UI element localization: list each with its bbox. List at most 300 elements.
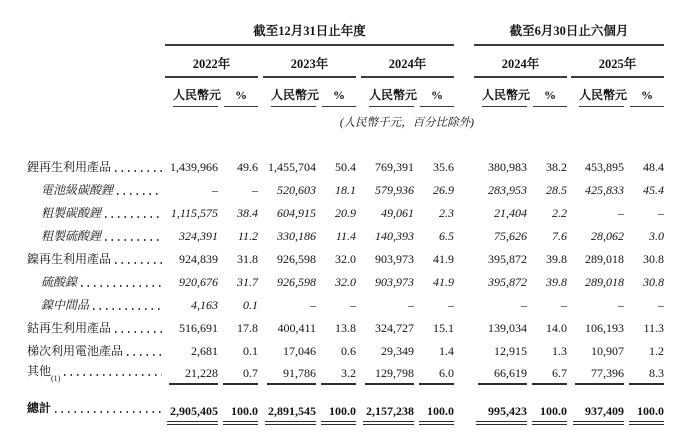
amount-col-header: 人民幣元 <box>271 86 316 107</box>
percent-cell <box>316 339 356 362</box>
amount-cell <box>474 201 527 224</box>
percent-header-cell <box>218 77 258 107</box>
dot-leader <box>93 308 162 310</box>
percent-value: 15.1 <box>433 321 455 335</box>
table-row <box>27 270 664 293</box>
percent-value: 50.4 <box>335 160 356 174</box>
amount-header-cell <box>361 77 418 107</box>
percent-cell <box>218 178 258 201</box>
amount-cell <box>571 316 624 339</box>
percent-value: 31.7 <box>237 275 258 289</box>
percent-value: – <box>561 298 568 312</box>
row-label: 總計 <box>27 401 52 415</box>
amount-cell <box>165 201 218 224</box>
spacer-cell <box>454 45 474 77</box>
amount-cell <box>571 224 624 247</box>
percent-value: 11.4 <box>335 229 356 243</box>
amount-value: 425,833 <box>585 183 625 197</box>
amount-value: 395,872 <box>488 252 528 266</box>
spacer-cell <box>474 107 664 130</box>
percent-value: 2.2 <box>552 206 568 220</box>
percent-cell <box>316 247 356 270</box>
table-row <box>27 224 664 247</box>
percent-cell <box>624 316 664 339</box>
percent-cell <box>218 293 258 316</box>
dot-leader <box>105 216 162 218</box>
percent-value: – <box>350 298 356 312</box>
percent-col-header: % <box>322 88 356 107</box>
label-cell <box>27 247 165 270</box>
amount-cell <box>263 339 316 362</box>
label-cell <box>27 386 165 425</box>
amount-cell <box>474 339 527 362</box>
revenue-breakdown-table <box>27 18 664 425</box>
amount-value: 66,619 <box>478 366 527 385</box>
amount-value: 1,115,575 <box>170 206 218 220</box>
amount-cell <box>263 293 316 316</box>
percent-cell <box>527 178 567 201</box>
amount-value: 903,973 <box>375 275 414 289</box>
percent-cell <box>316 224 356 247</box>
percent-value: 39.8 <box>546 275 568 289</box>
percent-cell <box>624 201 664 224</box>
amount-value: – <box>618 206 625 220</box>
amount-cell <box>165 386 218 425</box>
percent-cell <box>527 293 567 316</box>
percent-col-header: % <box>224 88 258 107</box>
dot-leader <box>81 285 162 287</box>
amount-cell <box>361 155 414 178</box>
amount-cell <box>571 178 624 201</box>
percent-value: 11.3 <box>643 321 665 335</box>
spacer-cell <box>454 339 474 362</box>
amount-value: 2,681 <box>191 344 218 358</box>
percent-value: 38.4 <box>237 206 258 220</box>
amount-value: 21,404 <box>494 206 528 220</box>
amount-cell <box>571 293 624 316</box>
percent-cell <box>624 155 664 178</box>
amount-cell <box>474 386 527 425</box>
amount-cell <box>361 201 414 224</box>
percent-value: 100.0 <box>321 404 356 425</box>
dot-leader <box>64 374 162 376</box>
amount-value: 129,798 <box>365 366 414 385</box>
percent-cell <box>218 155 258 178</box>
percent-cell <box>527 201 567 224</box>
amount-cell <box>263 362 316 386</box>
spacer-cell <box>454 270 474 293</box>
percent-value: 20.9 <box>335 206 356 220</box>
amount-cell <box>571 155 624 178</box>
amount-value: 21,228 <box>169 366 218 385</box>
amount-value: 604,915 <box>277 206 316 220</box>
percent-cell <box>414 247 454 270</box>
amount-value: 579,936 <box>375 183 414 197</box>
spacer-cell <box>454 77 474 107</box>
amount-cell <box>263 270 316 293</box>
table-row <box>27 293 664 316</box>
label-cell <box>27 178 165 201</box>
dot-leader <box>105 239 162 241</box>
percent-value: 49.6 <box>237 160 258 174</box>
table-area <box>27 18 664 425</box>
year-label: 2023年 <box>263 45 356 77</box>
amount-cell <box>165 224 218 247</box>
amount-value: 926,598 <box>277 275 316 289</box>
spacer-cell <box>454 247 474 270</box>
amount-cell <box>263 386 316 425</box>
amount-value: – <box>521 298 528 312</box>
spacer-cell <box>454 18 474 45</box>
percent-value: 1.3 <box>552 344 568 358</box>
percent-value: 1.4 <box>439 344 455 358</box>
period-header-row <box>27 18 664 45</box>
year-label: 2024年 <box>474 45 567 77</box>
year-label: 2025年 <box>571 45 664 77</box>
amount-value: 400,411 <box>277 321 316 335</box>
row-label: 其他 <box>27 364 52 378</box>
amount-value: 769,391 <box>375 160 414 174</box>
percent-value: 18.1 <box>335 183 356 197</box>
units-note: (人民幣千元，百分比除外) <box>339 117 475 129</box>
spacer-cell <box>454 386 474 425</box>
percent-value: 30.8 <box>643 252 665 266</box>
amount-cell <box>361 224 414 247</box>
table-row <box>27 339 664 362</box>
year-label: 2024年 <box>361 45 454 77</box>
label-cell <box>27 270 165 293</box>
label-cell: 其他 (1) <box>27 362 165 386</box>
amount-value: 324,727 <box>375 321 414 335</box>
percent-value: 3.2 <box>321 366 356 385</box>
amount-cell <box>474 178 527 201</box>
percent-cell <box>527 155 567 178</box>
percent-cell <box>316 316 356 339</box>
amount-header-cell <box>474 77 531 107</box>
amount-value: 29,349 <box>381 344 414 358</box>
percent-value: – <box>448 298 455 312</box>
percent-value: 100.0 <box>419 404 454 425</box>
percent-cell <box>414 178 454 201</box>
percent-value: 32.0 <box>335 275 356 289</box>
spacer-cell <box>454 362 474 386</box>
row-label: 鈷再生利用產品 <box>27 321 112 335</box>
percent-value: 41.9 <box>433 275 455 289</box>
spacer-cell <box>27 18 165 45</box>
percent-cell <box>316 270 356 293</box>
percent-value: 100.0 <box>223 404 258 425</box>
amount-cell <box>361 362 414 386</box>
amount-value: 17,046 <box>283 344 316 358</box>
percent-cell <box>414 155 454 178</box>
amount-col-header: 人民幣元 <box>482 86 527 107</box>
percent-cell <box>218 386 258 425</box>
amount-cell <box>571 247 624 270</box>
amount-cell <box>571 339 624 362</box>
percent-cell <box>414 270 454 293</box>
percent-value: 100.0 <box>532 404 567 425</box>
percent-cell <box>414 386 454 425</box>
amount-cell <box>361 386 414 425</box>
spacer-cell <box>27 77 165 107</box>
row-label: 鎳中間品 <box>41 298 90 312</box>
amount-cell <box>571 362 624 386</box>
percent-value: 100.0 <box>629 404 664 425</box>
percent-cell <box>624 178 664 201</box>
spacer-cell <box>454 178 474 201</box>
percent-value: 30.8 <box>643 275 665 289</box>
amount-value: 520,603 <box>277 183 316 197</box>
amount-col-header: 人民幣元 <box>579 86 624 107</box>
percent-cell <box>218 316 258 339</box>
percent-cell <box>218 247 258 270</box>
amount-value: 380,983 <box>488 160 528 174</box>
amount-cell <box>474 362 527 386</box>
spacer-cell <box>454 224 474 247</box>
percent-header-cell <box>316 77 356 107</box>
amount-value: 2,157,238 <box>363 404 414 425</box>
row-label: 鎳再生利用產品 <box>27 252 112 266</box>
percent-cell <box>527 224 567 247</box>
percent-value: – <box>658 206 665 220</box>
spacer-cell <box>27 45 165 77</box>
amount-value: 289,018 <box>585 252 625 266</box>
amount-value: 289,018 <box>585 275 625 289</box>
table-row <box>27 386 664 425</box>
amount-cell <box>361 270 414 293</box>
amount-cell <box>165 293 218 316</box>
amount-value: 4,163 <box>191 298 218 312</box>
percent-value: 31.8 <box>237 252 258 266</box>
percent-value: 14.0 <box>546 321 568 335</box>
note-row <box>27 107 664 130</box>
unit-header-row <box>27 77 664 107</box>
percent-cell <box>316 362 356 386</box>
amount-value: 2,905,405 <box>167 404 218 425</box>
percent-value: 7.6 <box>552 229 568 243</box>
percent-value: 3.0 <box>649 229 665 243</box>
amount-value: 926,598 <box>277 252 316 266</box>
row-label: 電池級碳酸鋰 <box>41 183 114 197</box>
amount-header-cell <box>165 77 222 107</box>
row-label: 硫酸鎳 <box>41 275 78 289</box>
amount-value: 937,409 <box>573 404 624 425</box>
amount-cell <box>165 339 218 362</box>
percent-cell <box>218 339 258 362</box>
year-label: 2022年 <box>165 45 258 77</box>
amount-cell <box>361 178 414 201</box>
percent-value: 39.8 <box>546 252 568 266</box>
amount-cell <box>474 293 527 316</box>
amount-cell <box>165 270 218 293</box>
table-row <box>27 247 664 270</box>
amount-cell <box>474 155 527 178</box>
amount-value: 324,391 <box>179 229 218 243</box>
amount-value: 283,953 <box>488 183 528 197</box>
amount-cell <box>571 270 624 293</box>
percent-value: 17.8 <box>237 321 258 335</box>
percent-cell <box>414 362 454 386</box>
percent-header-cell <box>624 77 664 107</box>
label-cell <box>27 224 165 247</box>
amount-value: – <box>310 298 316 312</box>
percent-cell <box>527 247 567 270</box>
percent-cell <box>218 224 258 247</box>
spacer-cell <box>454 293 474 316</box>
amount-col-header: 人民幣元 <box>173 86 218 107</box>
table-row <box>27 155 664 178</box>
row-label: 粗製硫酸鋰 <box>41 229 102 243</box>
dot-leader <box>55 411 162 413</box>
amount-cell <box>165 362 218 386</box>
percent-cell <box>624 224 664 247</box>
percent-value: 26.9 <box>433 183 455 197</box>
percent-cell <box>316 178 356 201</box>
percent-col-header: % <box>533 88 567 107</box>
amount-cell <box>263 178 316 201</box>
percent-cell <box>316 155 356 178</box>
percent-value: 2.3 <box>439 206 455 220</box>
period-title-annual: 截至12月31日止年度 <box>165 18 454 45</box>
percent-cell <box>624 386 664 425</box>
amount-cell <box>263 201 316 224</box>
percent-value: 35.6 <box>433 160 455 174</box>
percent-cell <box>316 201 356 224</box>
amount-value: 920,676 <box>179 275 218 289</box>
percent-cell <box>414 224 454 247</box>
table-row <box>27 201 664 224</box>
percent-value: 0.7 <box>223 366 258 385</box>
amount-value: – <box>212 183 218 197</box>
percent-value: 32.0 <box>335 252 356 266</box>
amount-value: 1,455,704 <box>268 160 316 174</box>
spacer-cell <box>454 201 474 224</box>
amount-cell <box>361 339 414 362</box>
amount-cell <box>165 316 218 339</box>
amount-cell <box>474 247 527 270</box>
percent-cell <box>527 270 567 293</box>
percent-value: 6.7 <box>532 366 567 385</box>
percent-value: – <box>252 183 258 197</box>
percent-value: 0.6 <box>341 344 356 358</box>
amount-value: 106,193 <box>585 321 625 335</box>
percent-cell <box>527 386 567 425</box>
percent-cell <box>624 247 664 270</box>
percent-cell <box>624 293 664 316</box>
percent-cell <box>527 316 567 339</box>
percent-value: 13.8 <box>335 321 356 335</box>
row-label: 鋰再生利用產品 <box>27 160 112 174</box>
amount-value: 2,891,545 <box>265 404 316 425</box>
percent-value: 11.2 <box>237 229 258 243</box>
table-row <box>27 178 664 201</box>
amount-cell <box>571 386 624 425</box>
percent-col-header: % <box>630 88 664 107</box>
percent-cell <box>624 270 664 293</box>
amount-value: 28,062 <box>591 229 625 243</box>
percent-cell <box>527 362 567 386</box>
row-label: 梯次利用電池產品 <box>27 344 124 358</box>
amount-value: 75,626 <box>494 229 528 243</box>
amount-cell <box>263 155 316 178</box>
year-header-row <box>27 45 664 77</box>
table-row <box>27 316 664 339</box>
amount-cell <box>263 316 316 339</box>
amount-value: 453,895 <box>585 160 625 174</box>
percent-cell <box>624 339 664 362</box>
percent-value: 6.5 <box>439 229 455 243</box>
percent-value: 0.1 <box>243 298 258 312</box>
amount-cell <box>263 224 316 247</box>
amount-cell <box>474 270 527 293</box>
amount-value: 1,439,966 <box>170 160 218 174</box>
amount-value: 140,393 <box>375 229 414 243</box>
label-cell <box>27 155 165 178</box>
percent-value: 48.4 <box>643 160 665 174</box>
percent-header-cell <box>527 77 567 107</box>
amount-value: 77,396 <box>575 366 624 385</box>
spacer-cell <box>454 155 474 178</box>
amount-cell <box>165 247 218 270</box>
dot-leader <box>127 354 162 356</box>
amount-value: – <box>408 298 414 312</box>
percent-value: 38.2 <box>546 160 568 174</box>
amount-cell <box>361 316 414 339</box>
amount-cell <box>165 178 218 201</box>
amount-value: 139,034 <box>488 321 528 335</box>
label-cell <box>27 293 165 316</box>
dot-leader <box>115 170 162 172</box>
percent-value: 6.0 <box>419 366 454 385</box>
table-row <box>27 362 664 386</box>
amount-cell <box>474 316 527 339</box>
amount-cell <box>361 293 414 316</box>
percent-cell <box>414 293 454 316</box>
amount-header-cell <box>263 77 320 107</box>
percent-cell <box>414 201 454 224</box>
percent-header-cell <box>414 77 454 107</box>
spacer-cell <box>454 316 474 339</box>
amount-col-header: 人民幣元 <box>369 86 414 107</box>
amount-cell <box>361 247 414 270</box>
percent-cell <box>218 362 258 386</box>
amount-value: 924,839 <box>179 252 218 266</box>
percent-cell <box>527 339 567 362</box>
amount-header-cell <box>571 77 628 107</box>
spacer-row <box>27 130 664 155</box>
amount-value: 10,907 <box>591 344 625 358</box>
amount-value: 330,186 <box>277 229 316 243</box>
amount-value: 91,786 <box>267 366 316 385</box>
percent-value: 41.9 <box>433 252 455 266</box>
amount-value: 395,872 <box>488 275 528 289</box>
dot-leader <box>117 193 162 195</box>
amount-value: – <box>618 298 625 312</box>
percent-cell <box>624 362 664 386</box>
percent-cell <box>414 316 454 339</box>
dot-leader <box>115 331 162 333</box>
label-cell <box>27 339 165 362</box>
percent-cell <box>316 293 356 316</box>
percent-value: 1.2 <box>649 344 665 358</box>
percent-cell <box>218 270 258 293</box>
percent-value: 28.5 <box>546 183 568 197</box>
percent-value: – <box>658 298 665 312</box>
percent-cell <box>316 386 356 425</box>
amount-value: 903,973 <box>375 252 414 266</box>
amount-value: 995,423 <box>476 404 527 425</box>
percent-cell <box>218 201 258 224</box>
